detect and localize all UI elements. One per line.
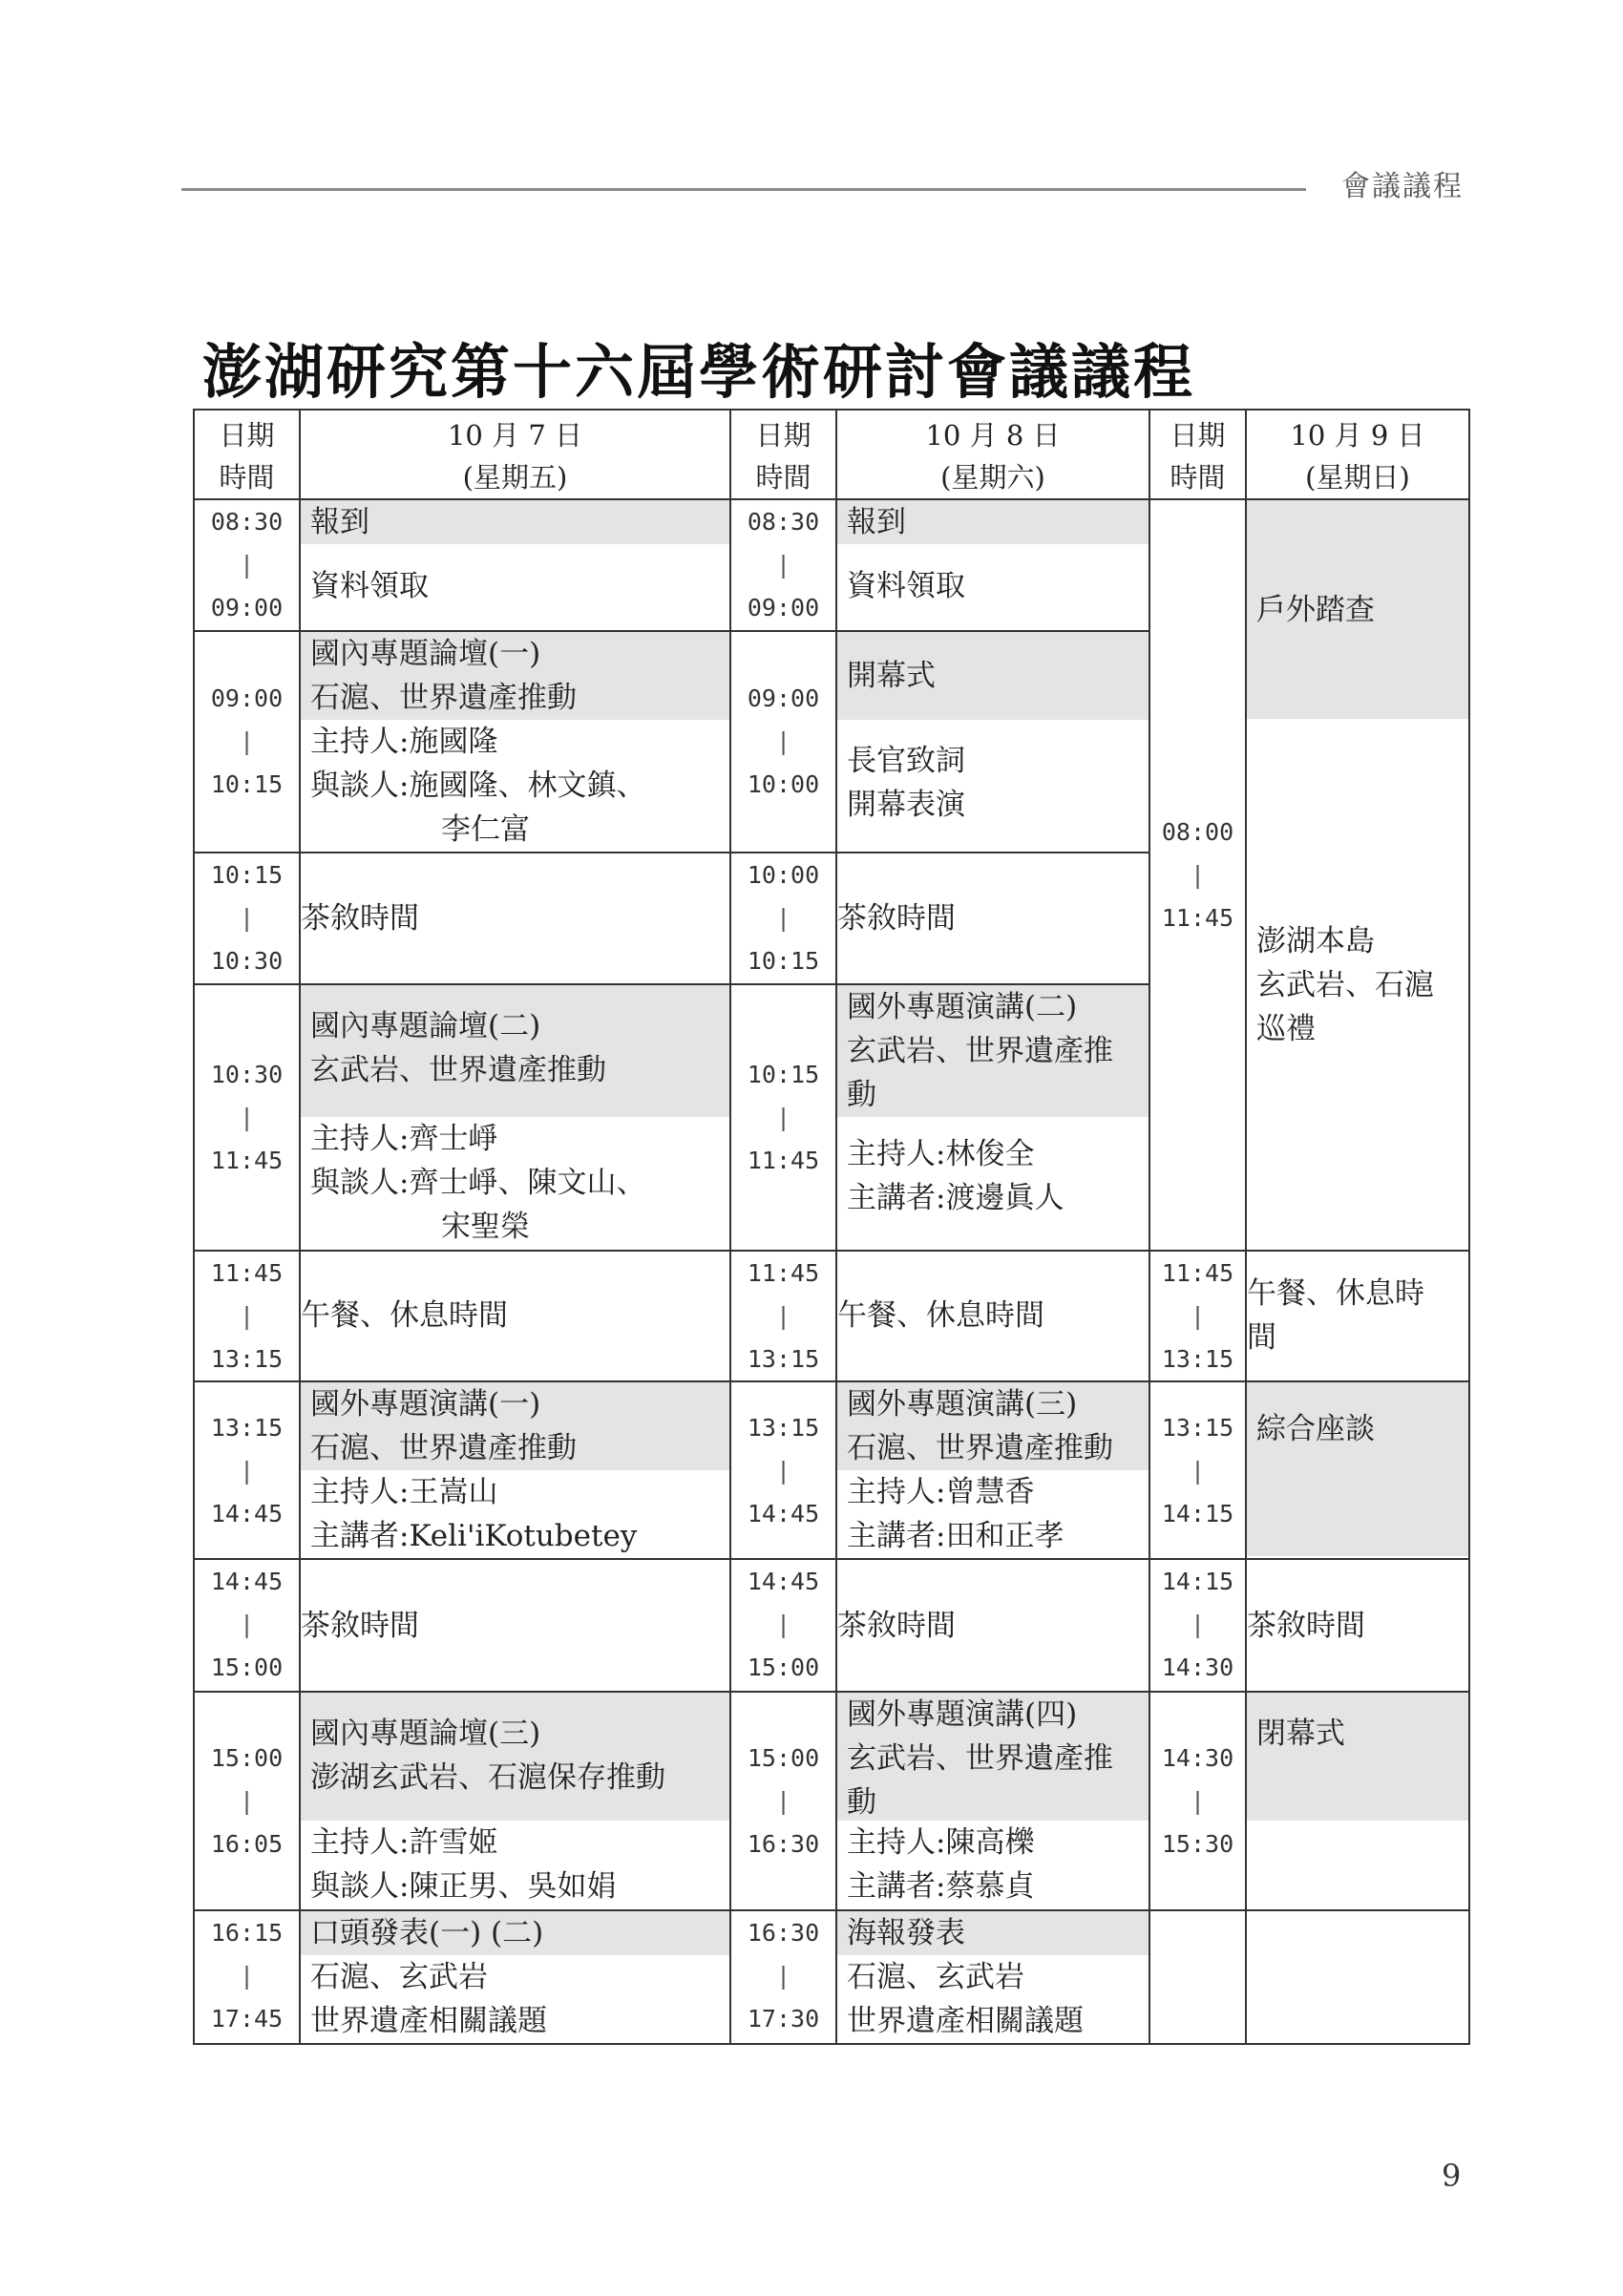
time-end: 11:45	[747, 1146, 820, 1174]
poster-presentation: 海報發表	[837, 1911, 1149, 1955]
table-cell	[194, 1559, 300, 1691]
time-start: 10:15	[210, 861, 284, 890]
time-start: 11:45	[747, 1258, 820, 1287]
day2-date: 10 月 8 日	[925, 419, 1061, 452]
table-cell	[730, 499, 836, 630]
table-cell	[836, 499, 1149, 630]
trip-location: 澎湖本島	[1256, 924, 1375, 959]
time-separator: |	[775, 727, 791, 756]
table-cell	[730, 1559, 836, 1691]
time-start: 09:00	[210, 685, 284, 713]
day2-weekday: (星期六)	[940, 461, 1045, 494]
time-separator: |	[775, 1961, 791, 1990]
table-cell	[194, 410, 300, 499]
session-panel: 與談人:陳正男、吳如娟	[310, 1868, 617, 1904]
time-end: 13:15	[210, 1344, 284, 1373]
opening-performance: 開幕表演	[847, 787, 965, 822]
session-title: 國外專題演講(二)	[847, 989, 1078, 1024]
session-title: 國外專題演講(三)	[847, 1386, 1078, 1422]
time-separator: |	[239, 1611, 255, 1639]
lunch-break: 午餐、休息時	[1247, 1276, 1424, 1312]
table-cell	[1246, 499, 1469, 1250]
table-cell	[194, 631, 300, 853]
session-title: 國內專題論壇(三)	[310, 1716, 541, 1751]
section-title: 會議議程	[1341, 170, 1464, 203]
time-start: 14:15	[1161, 1568, 1234, 1596]
time-end: 13:15	[1161, 1344, 1234, 1373]
time-separator: |	[239, 1301, 255, 1330]
time-separator: |	[1190, 1611, 1206, 1639]
time-separator: |	[239, 1961, 255, 1990]
time-end: 15:00	[747, 1654, 820, 1682]
session-host: 主持人:陳高櫟	[847, 1824, 1035, 1860]
table-cell	[1149, 499, 1246, 1250]
trip-tour: 巡禮	[1256, 1012, 1316, 1047]
session-speaker: 主講者:Keli'iKotubetey	[310, 1518, 638, 1553]
time-end: 11:45	[210, 1146, 284, 1174]
time-start: 08:30	[747, 508, 820, 537]
time-separator: |	[775, 551, 791, 579]
registration: 報到	[837, 500, 1149, 544]
time-separator: |	[775, 1786, 791, 1815]
tea-break: 茶敘時間	[300, 853, 730, 983]
session-speaker: 主講者:渡邊眞人	[847, 1180, 1064, 1215]
time-start: 08:30	[210, 508, 284, 537]
table-cell	[194, 1692, 300, 1910]
table-row	[194, 1381, 1469, 1560]
time-separator: |	[239, 551, 255, 579]
time-start: 14:45	[210, 1568, 284, 1596]
page-number: 9	[1442, 2158, 1462, 2194]
table-cell	[194, 499, 300, 630]
time-start: 11:45	[210, 1258, 284, 1287]
session-host: 主持人:曾慧香	[847, 1474, 1035, 1509]
session-panel: 與談人:施國隆、林文鎮、	[310, 768, 646, 803]
panel-discussion: 綜合座談	[1247, 1382, 1468, 1556]
time-start: 13:15	[747, 1413, 820, 1442]
day1-date: 10 月 7 日	[447, 419, 582, 452]
time-end: 09:00	[747, 594, 820, 622]
table-cell	[1246, 1692, 1469, 1910]
table-cell	[300, 1381, 730, 1560]
tea-break: 茶敘時間	[836, 853, 1149, 983]
time-start: 15:00	[210, 1743, 284, 1772]
table-cell	[194, 853, 300, 983]
empty-cell	[1149, 1910, 1246, 2045]
col-label-time: 時間	[755, 461, 812, 494]
time-separator: |	[775, 904, 791, 933]
time-end: 11:45	[1161, 903, 1234, 932]
table-cell	[300, 499, 730, 630]
session-topic: 玄武岩、世界遺產推	[847, 1033, 1113, 1068]
registration: 報到	[301, 500, 729, 544]
lunch-break: 午餐、休息時間	[300, 1251, 730, 1381]
col-label-time: 時間	[219, 461, 275, 494]
table-row	[194, 1251, 1469, 1381]
officials-speech: 長官致詞	[847, 743, 965, 778]
session-topic-cont: 動	[847, 1077, 876, 1112]
time-end: 17:45	[210, 2004, 284, 2033]
tea-break: 茶敘時間	[300, 1559, 730, 1691]
session-title: 國內專題論壇(一)	[310, 636, 541, 671]
time-start: 10:30	[210, 1060, 284, 1088]
time-separator: |	[1190, 860, 1206, 889]
table-row	[194, 1692, 1469, 1910]
table-row	[194, 1910, 1469, 2045]
table-cell	[1246, 1381, 1469, 1560]
closing-ceremony: 閉幕式	[1247, 1693, 1468, 1821]
header-row	[194, 410, 1469, 499]
day3-weekday: (星期日)	[1305, 461, 1410, 494]
time-end: 13:15	[747, 1344, 820, 1373]
time-separator: |	[1190, 1456, 1206, 1485]
session-host: 主持人:許雪姬	[310, 1824, 498, 1860]
trip-topic: 玄武岩、石滬	[1256, 968, 1434, 1003]
time-end: 14:15	[1161, 1499, 1234, 1527]
presentation-topic: 石滬、玄武岩	[310, 1959, 488, 1994]
time-start: 16:30	[747, 1918, 820, 1947]
table-cell	[300, 1692, 730, 1910]
time-start: 16:15	[210, 1918, 284, 1947]
table-cell	[730, 1381, 836, 1560]
session-title: 國外專題演講(四)	[847, 1696, 1078, 1732]
table-cell	[730, 1251, 836, 1381]
table-cell	[300, 631, 730, 853]
table-cell	[730, 853, 836, 983]
col-label-date: 日期	[755, 419, 812, 452]
session-topic: 石滬、世界遺產推動	[310, 680, 577, 715]
time-start: 13:15	[1161, 1413, 1234, 1442]
field-trip: 戶外踏查	[1247, 500, 1468, 719]
table-cell	[836, 1692, 1149, 1910]
session-topic: 石滬、世界遺產推動	[847, 1430, 1113, 1465]
time-end: 14:45	[747, 1499, 820, 1527]
table-cell	[730, 984, 836, 1251]
table-cell	[730, 631, 836, 853]
session-panel: 與談人:齊士崢、陳文山、	[310, 1165, 646, 1200]
time-end: 09:00	[210, 594, 284, 622]
session-topic-cont: 動	[847, 1784, 876, 1820]
session-panel-cont: 宋聖榮	[441, 1209, 530, 1244]
material-pickup: 資料領取	[847, 569, 965, 604]
session-topic: 玄武岩、世界遺產推	[847, 1740, 1113, 1776]
table-cell	[836, 631, 1149, 853]
time-separator: |	[239, 1103, 255, 1131]
time-start: 09:00	[747, 685, 820, 713]
tea-break: 茶敘時間	[1246, 1559, 1469, 1691]
table-cell	[1149, 1251, 1246, 1381]
time-end: 10:00	[747, 770, 820, 799]
lunch-break-cont: 間	[1247, 1320, 1276, 1356]
empty-cell	[1246, 1910, 1469, 2045]
table-cell	[1149, 1559, 1246, 1691]
time-end: 10:15	[210, 770, 284, 799]
header-rule	[181, 188, 1306, 191]
session-speaker: 主講者:蔡慕貞	[847, 1868, 1035, 1904]
time-separator: |	[1190, 1786, 1206, 1815]
table-row	[194, 1559, 1469, 1691]
session-host: 主持人:王嵩山	[310, 1474, 498, 1509]
time-start: 11:45	[1161, 1258, 1234, 1287]
session-host: 主持人:林俊全	[847, 1136, 1035, 1171]
table-cell	[194, 1910, 300, 2045]
col-label-time: 時間	[1170, 461, 1226, 494]
time-end: 15:00	[210, 1654, 284, 1682]
col-label-date: 日期	[1170, 419, 1226, 452]
session-host: 主持人:施國隆	[310, 724, 498, 759]
time-start: 15:00	[747, 1743, 820, 1772]
time-end: 17:30	[747, 2004, 820, 2033]
session-topic: 石滬、世界遺產推動	[310, 1430, 577, 1465]
time-separator: |	[239, 904, 255, 933]
table-cell	[836, 1910, 1149, 2045]
day1-weekday: (星期五)	[462, 461, 568, 494]
time-separator: |	[239, 1786, 255, 1815]
time-separator: |	[239, 727, 255, 756]
table-cell	[836, 984, 1149, 1251]
presentation-topic-cont: 世界遺產相關議題	[310, 2003, 547, 2038]
table-cell	[836, 410, 1149, 499]
table-cell	[300, 984, 730, 1251]
table-row	[194, 499, 1469, 630]
session-host: 主持人:齊士崢	[310, 1121, 498, 1156]
time-separator: |	[775, 1611, 791, 1639]
time-end: 14:30	[1161, 1654, 1234, 1682]
day3-date: 10 月 9 日	[1290, 419, 1425, 452]
lunch-break: 午餐、休息時間	[836, 1251, 1149, 1381]
time-separator: |	[775, 1456, 791, 1485]
table-cell	[194, 984, 300, 1251]
time-end: 14:45	[210, 1499, 284, 1527]
agenda-table	[193, 409, 1470, 2045]
table-cell	[300, 410, 730, 499]
table-cell	[1149, 1692, 1246, 1910]
session-panel-cont: 李仁富	[441, 811, 530, 847]
time-end: 10:15	[747, 947, 820, 976]
session-topic: 澎湖玄武岩、石滬保存推動	[310, 1759, 665, 1795]
table-cell	[194, 1251, 300, 1381]
table-cell	[1246, 410, 1469, 499]
table-cell	[730, 1692, 836, 1910]
time-separator: |	[775, 1103, 791, 1131]
table-cell	[1246, 1251, 1469, 1381]
time-separator: |	[775, 1301, 791, 1330]
time-end: 16:30	[747, 1829, 820, 1858]
time-end: 10:30	[210, 947, 284, 976]
presentation-topic: 石滬、玄武岩	[847, 1959, 1024, 1994]
table-cell	[730, 410, 836, 499]
material-pickup: 資料領取	[310, 569, 429, 604]
session-title: 國內專題論壇(二)	[310, 1008, 541, 1043]
time-separator: |	[239, 1456, 255, 1485]
time-end: 16:05	[210, 1829, 284, 1858]
table-cell	[836, 1381, 1149, 1560]
oral-presentation: 口頭發表(一) (二)	[301, 1911, 729, 1955]
table-cell	[300, 1910, 730, 2045]
time-start: 14:45	[747, 1568, 820, 1596]
time-separator: |	[1190, 1301, 1206, 1330]
tea-break: 茶敘時間	[836, 1559, 1149, 1691]
page-title: 澎湖研究第十六屆學術研討會議議程	[202, 337, 1196, 407]
time-start: 13:15	[210, 1413, 284, 1442]
time-start: 10:00	[747, 861, 820, 890]
session-title: 國外專題演講(一)	[310, 1386, 541, 1422]
time-start: 10:15	[747, 1060, 820, 1088]
time-start: 14:30	[1161, 1743, 1234, 1772]
time-start: 08:00	[1161, 817, 1234, 846]
session-speaker: 主講者:田和正孝	[847, 1518, 1064, 1553]
time-end: 15:30	[1161, 1829, 1234, 1858]
presentation-topic-cont: 世界遺產相關議題	[847, 2003, 1084, 2038]
table-cell	[730, 1910, 836, 2045]
session-topic: 玄武岩、世界遺產推動	[310, 1052, 606, 1087]
opening-ceremony: 開幕式	[837, 632, 1149, 720]
table-cell	[1149, 1381, 1246, 1560]
table-cell	[1149, 410, 1246, 499]
table-cell	[194, 1381, 300, 1560]
col-label-date: 日期	[219, 419, 275, 452]
